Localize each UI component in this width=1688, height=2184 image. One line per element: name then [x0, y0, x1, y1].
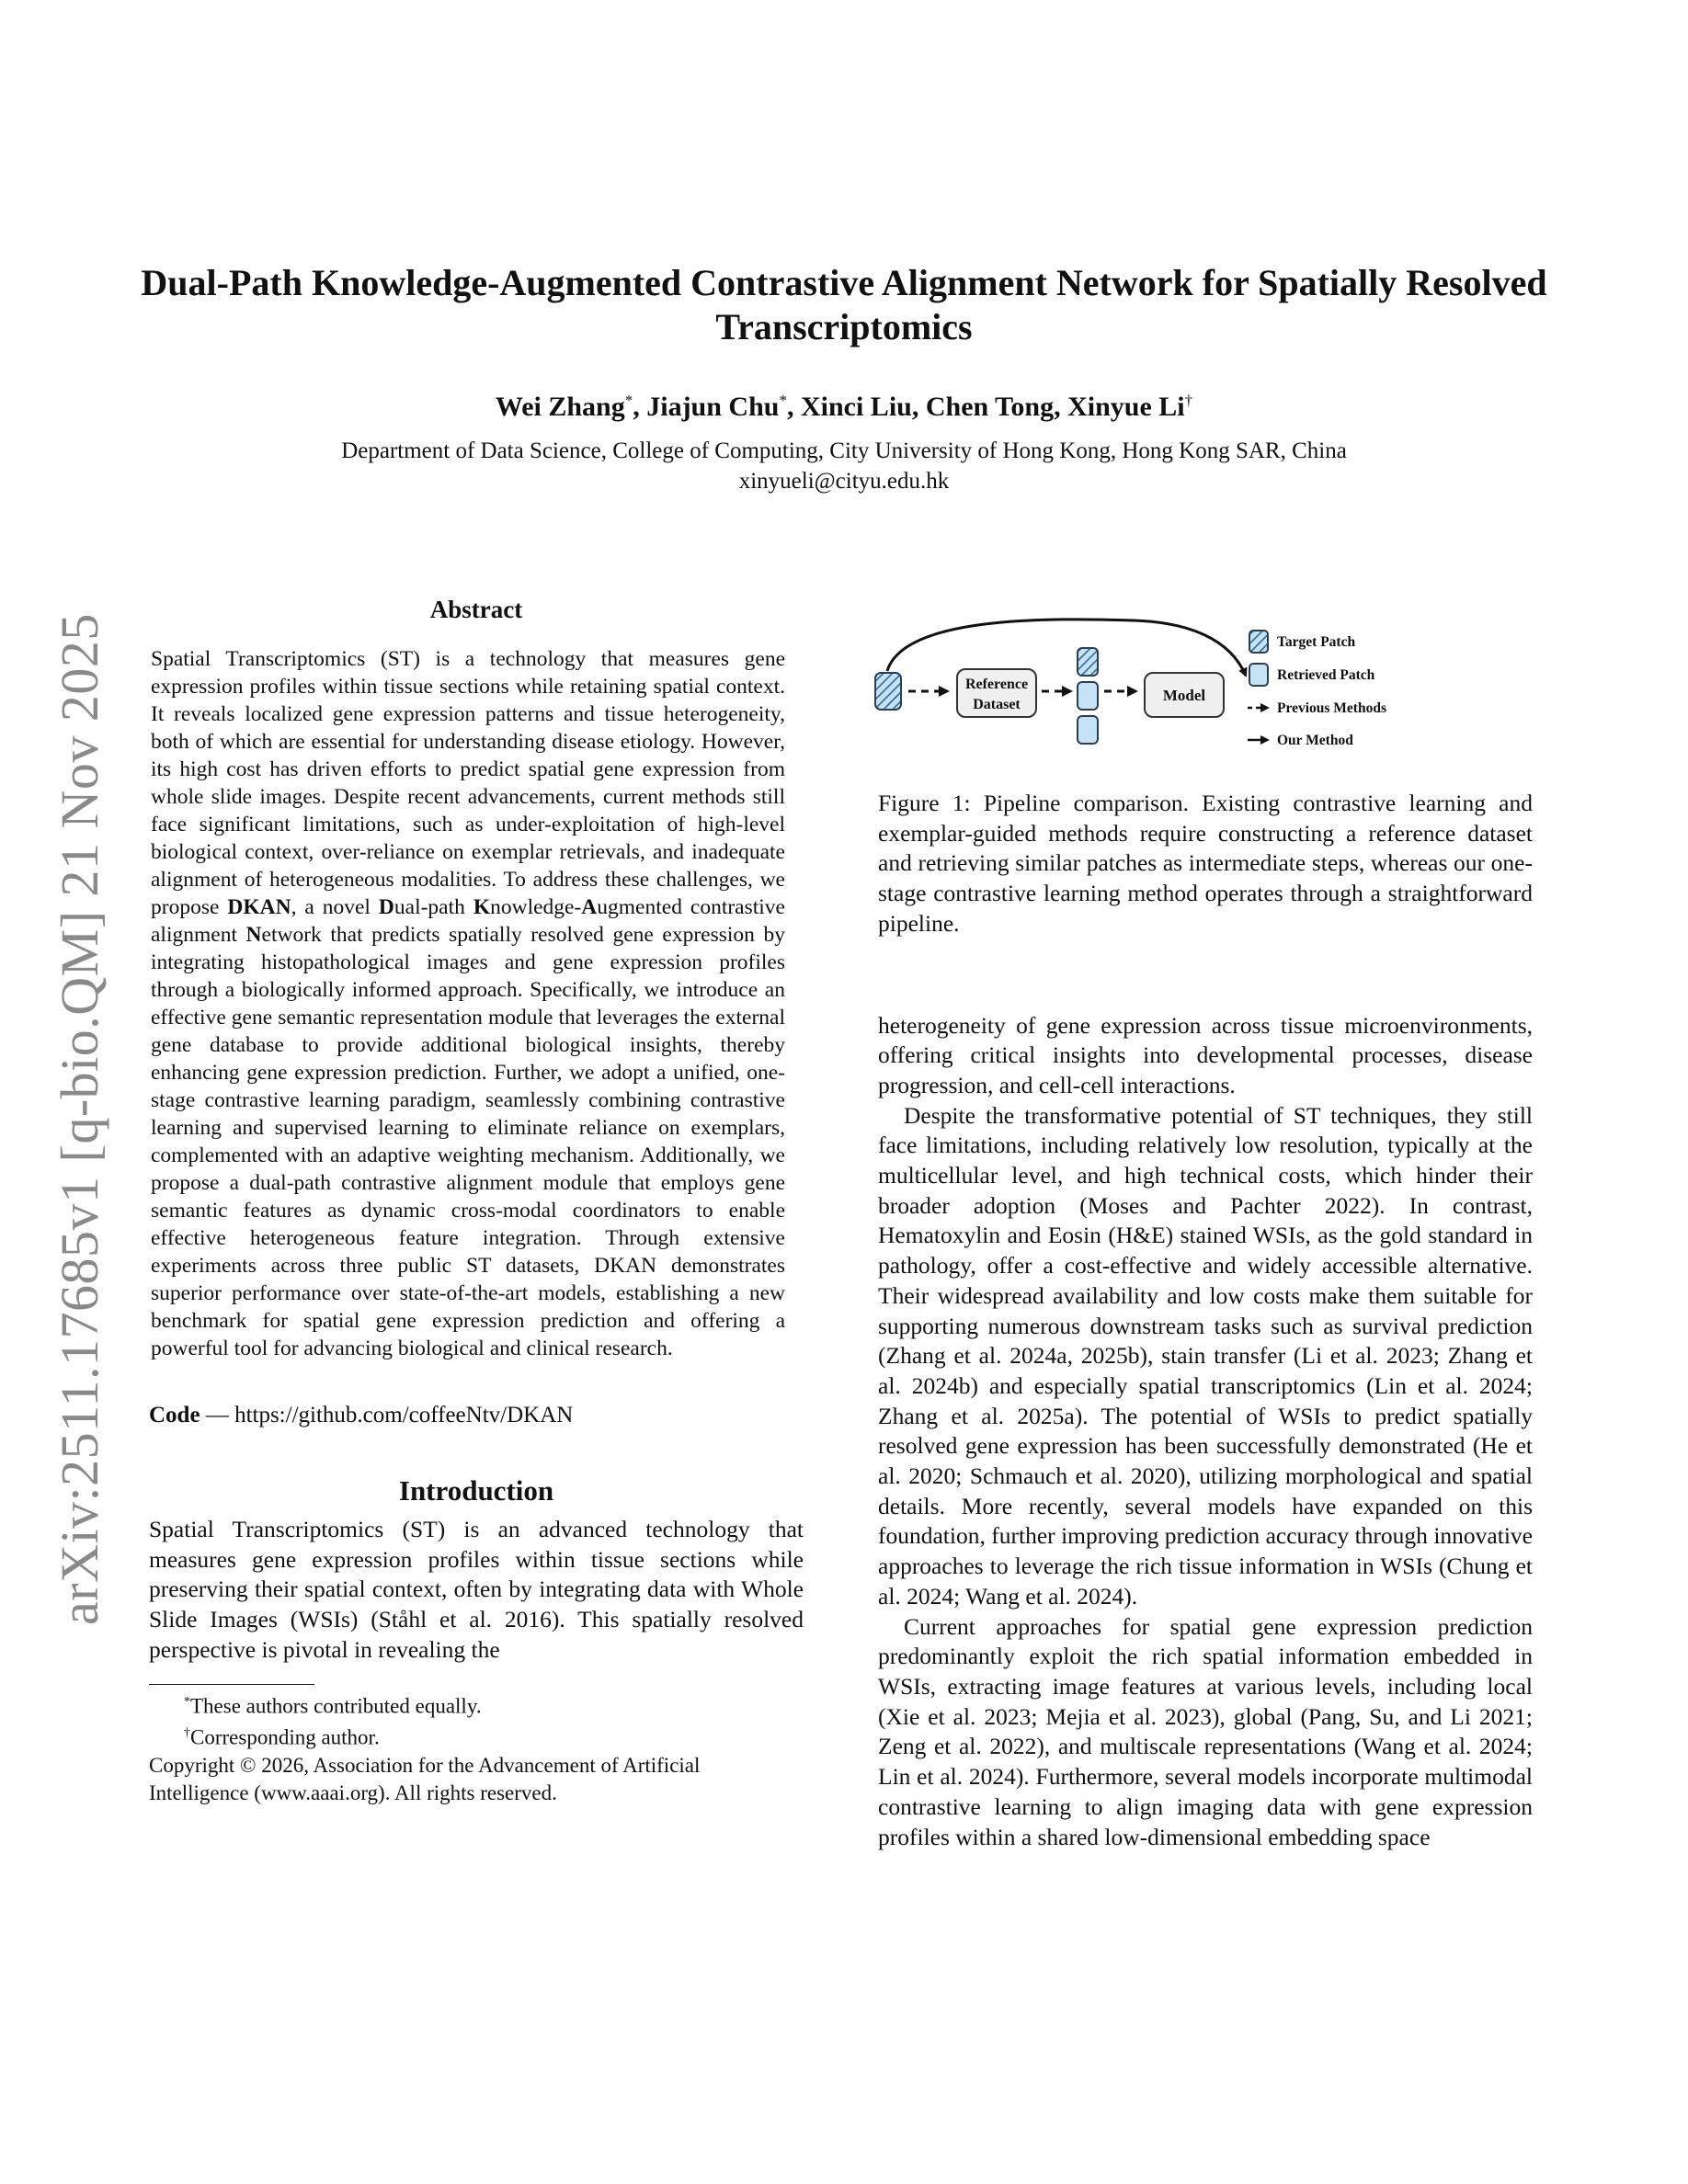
left-column: [149, 594, 804, 1807]
retrieved-patch-stack: [1078, 648, 1098, 744]
abstract-text-segment: nowledge-: [490, 895, 582, 919]
legend-label-retrieved-patch: Retrieved Patch: [1277, 667, 1375, 683]
abstract-text-segment: ual-path: [393, 895, 473, 919]
figure-legend: [1248, 631, 1386, 748]
legend-label-previous-methods: Previous Methods: [1277, 700, 1386, 716]
author-mark: *: [779, 392, 787, 409]
introduction-heading: Introduction: [398, 1474, 554, 1507]
author-name: Wei Zhang: [495, 392, 625, 422]
abstract-body: [151, 645, 785, 1362]
target-patch-input-icon: [875, 673, 901, 710]
legend-label-target-patch: Target Patch: [1277, 634, 1356, 650]
copyright-notice: Copyright © 2026, Association for the Advancement of Artificial Intelligence (www.aaai.org). All rights reserved.: [149, 1753, 701, 1804]
author-name: Xinyue Li: [1067, 392, 1185, 422]
pipeline-diagram-svg: [867, 607, 1529, 763]
affiliation: Department of Data Science, College of Computing, City University of Hong Kong, Hong Kong SAR, China: [341, 438, 1347, 463]
footnote-text: Corresponding author.: [190, 1725, 380, 1749]
footnote-equal-contribution: [149, 1689, 804, 1721]
affiliation-block: [138, 436, 1550, 496]
abstract-text-segment: ugmented contrastive alignment: [151, 895, 785, 947]
model-box: [1145, 673, 1224, 717]
author-name: Jiajun Chu: [646, 392, 780, 422]
author-mark: †: [1184, 392, 1193, 409]
code-link-line: [149, 1401, 804, 1430]
dashed-arrow-icon: [908, 686, 950, 697]
introduction-paragraph: Current approaches for spatial gene expression prediction predominantly exploit the rich spatial information embedded in WSIs, extracting image features at various levels, including local (Xie et al. 2023; Mejia et al. 2023), global (Pang, Su, and Li 2021; Zeng et al. 2022), and multiscale representations (Wang et al. 2024; Lin et al. 2024). Furthermore, several models incorporate multimodal contrastive learning to align imaging data with gene expression profiles within a shared low-dimensional embedding space: [878, 1612, 1533, 1850]
acronym-letter: N: [245, 923, 262, 947]
figure-1-pipeline-diagram: [867, 607, 1529, 763]
plain-patch-icon: [1078, 716, 1098, 744]
author-name: Chen Tong: [925, 392, 1055, 422]
introduction-continued: [878, 1011, 1533, 1853]
introduction-paragraph: heterogeneity of gene expression across tissue microenvironments, offering critical insights into developmental processes, disease progression, and cell-cell interactions.: [878, 1011, 1533, 1098]
abstract-heading: Abstract: [429, 596, 523, 623]
hatched-patch-icon: [1249, 631, 1268, 653]
figure-1-caption: Figure 1: Pipeline comparison. Existing contrastive learning and exemplar-guided methods require constructing a reference dataset and retrieving similar patches as intermediate steps, whereas our one-stage contrastive learning method operates through a straightforward pipeline.: [878, 790, 1533, 937]
abstract-text-segment: Spatial Transcriptomics (ST) is a technology that measures gene expression profiles within tissue sections while retaining spatial context. It reveals localized gene expression patterns and tissue heterogeneity, both of which are essential for understanding disease etiology. However, its high cost has driven efforts to predict spatial gene expression from whole slide images. Despite recent advancements, current methods still face significant limitations, such as under-exploitation of high-level biological context, over-reliance on exemplar retrievals, and inadequate alignment of heterogeneous modalities. To address these challenges, we propose: [151, 647, 785, 919]
abstract-text-segment: , a novel: [291, 895, 379, 919]
footnote-corresponding: [149, 1720, 804, 1752]
footnote-divider: [149, 1684, 314, 1685]
abstract-text-segment: etwork that predicts spatially resolved gene expression by integrating histopathological images and gene expression profiles through a biologically informed approach. Specifically, we introduce an effective gene semantic representation module that leverages the external gene database to provide additional biological insights, thereby enhancing gene expression prediction. Further, we adopt a unified, one-stage contrastive learning paradigm, seamlessly combining contrastive learning and supervised learning to eliminate reliance on exemplars, complemented with an adaptive weighting mechanism. Additionally, we propose a dual-path contrastive alignment module that employs gene semantic features as dynamic cross-modal coordinators to enable effective heterogeneous feature integration. Through extensive experiments across three public ST datasets, DKAN demonstrates superior performance over state-of-the-art models, establishing a new benchmark for spatial gene expression prediction and offering a powerful tool for advancing biological and clinical research.: [151, 923, 785, 1360]
dashed-arrow-icon: [1042, 686, 1073, 697]
code-url-link[interactable]: https://github.com/coffeeNtv/DKAN: [234, 1403, 574, 1428]
email-link[interactable]: xinyueli@cityu.edu.hk: [738, 469, 950, 494]
hatched-patch-icon: [1078, 648, 1098, 676]
our-method-curved-arrow: [887, 620, 1246, 676]
arxiv-identifier-stamp: arXiv:2511.17685v1 [q-bio.QM] 21 Nov 2025: [50, 613, 109, 1625]
acronym-letter: K: [473, 895, 491, 919]
reference-dataset-label-line2: Dataset: [973, 697, 1021, 712]
solid-arrow-icon: [1248, 735, 1270, 745]
acronym: DKAN: [227, 895, 291, 919]
dashed-arrow-icon: [1248, 703, 1270, 712]
acronym-letter: A: [581, 895, 598, 919]
code-label: Code: [149, 1403, 200, 1428]
legend-label-our-method: Our Method: [1277, 733, 1353, 748]
reference-dataset-box: [957, 669, 1036, 717]
paper-title: Dual-Path Knowledge-Augmented Contrastive Alignment Network for Spatially Resolved Transcriptomics: [141, 262, 1547, 347]
author-name: Xinci Liu: [800, 392, 912, 422]
author-mark: *: [624, 392, 633, 409]
dashed-arrow-icon: [1104, 686, 1138, 697]
right-column: [878, 607, 1533, 1852]
footnote-text: These authors contributed equally.: [190, 1694, 482, 1718]
author-list: Wei Zhang*, Jiajun Chu*, Xinci Liu, Chen Tong, Xinyue Li†: [495, 392, 1193, 422]
footnote-mark: *: [184, 1694, 190, 1709]
acronym-letter: D: [378, 895, 394, 919]
plain-patch-icon: [1078, 682, 1098, 710]
footnote-mark: †: [184, 1726, 190, 1741]
code-separator: —: [200, 1403, 235, 1428]
plain-patch-icon: [1249, 664, 1268, 686]
reference-dataset-label-line1: Reference: [964, 677, 1029, 692]
introduction-paragraph: Spatial Transcriptomics (ST) is an advanced technology that measures gene expression profiles within tissue sections while preserving their spatial context, often by integrating data with Whole Slide Images (WSIs) (Ståhl et al. 2016). This spatially resolved perspective is pivotal in revealing the: [149, 1516, 804, 1663]
introduction-paragraph: Despite the transformative potential of ST techniques, they still face limitations, including relatively low resolution, typically at the multicellular level, and high technical costs, which hinder their broader adoption (Moses and Pachter 2022). In contrast, Hematoxylin and Eosin (H&E) stained WSIs, as the gold standard in pathology, offer a cost-effective and widely accessible alternative. Their widespread availability and low costs make them suitable for supporting numerous downstream tasks such as survival prediction (Zhang et al. 2024a, 2025b), stain transfer (Li et al. 2023; Zhang et al. 2024b) and especially spatial transcriptomics (Lin et al. 2024; Zhang et al. 2025a). The potential of WSIs to predict spatially resolved gene expression has been successfully demonstrated (He et al. 2020; Schmauch et al. 2020), utilizing morphological and spatial details. More recently, several models have expanded on this foundation, further improving prediction accuracy through innovative approaches to leverage the rich tissue information in WSIs (Chung et al. 2024; Wang et al. 2024).: [878, 1101, 1533, 1610]
model-label: Model: [1162, 687, 1206, 704]
